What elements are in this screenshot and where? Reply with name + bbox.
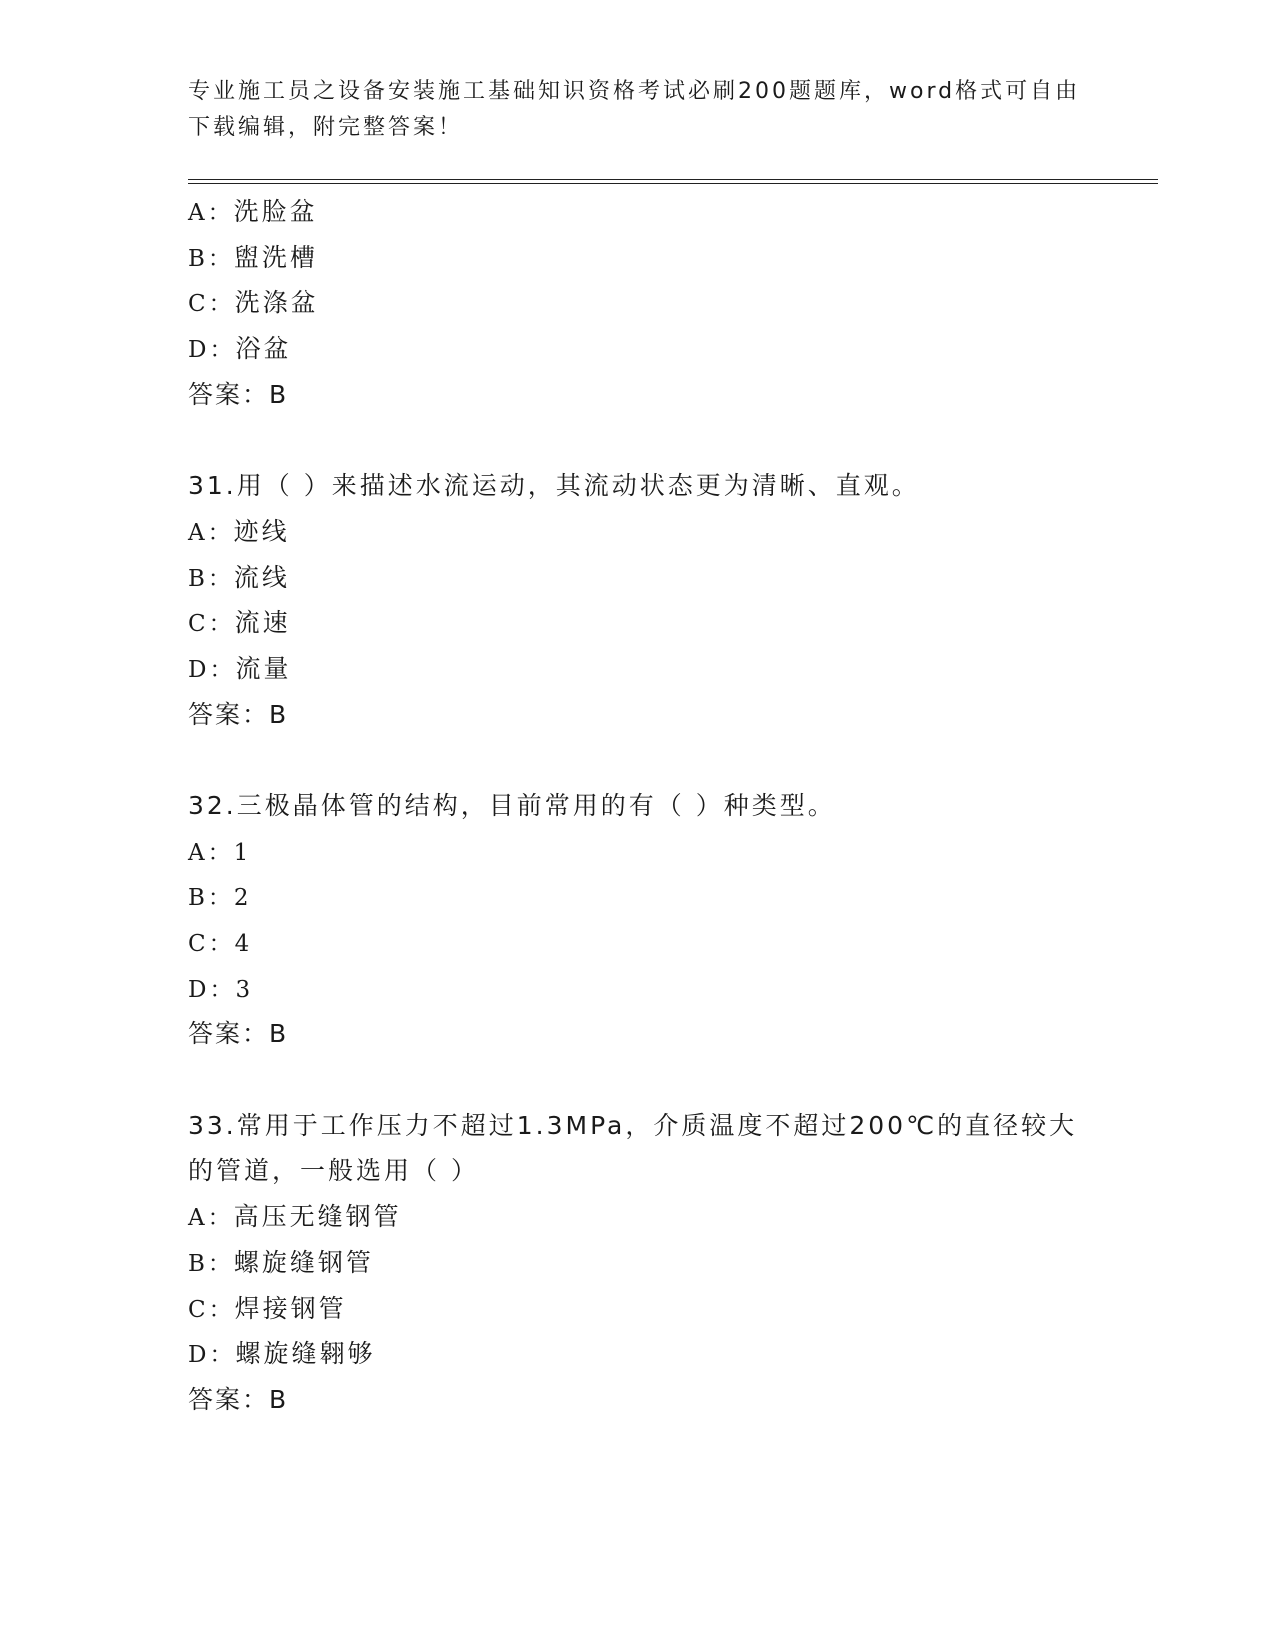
header-divider-bottom: [188, 183, 1158, 184]
option-letter: A：: [188, 839, 234, 866]
option-letter: B：: [188, 1250, 234, 1277]
header-line-1: 专业施工员之设备安装施工基础知识资格考试必刷200题题库，word格式可自由: [188, 79, 1081, 104]
question-33-text-line-1: 33.常用于工作压力不超过1.3MPa，介质温度不超过200℃的直径较大: [188, 1110, 1078, 1140]
option-a: [188, 1194, 1108, 1240]
header-line-2: 下载编辑，附完整答案！: [188, 115, 464, 140]
option-c: [188, 280, 1108, 326]
option-c: [188, 600, 1108, 646]
option-d: [188, 966, 1108, 1012]
option-d: [188, 1331, 1108, 1377]
option-text: 浴盆: [235, 334, 292, 364]
option-letter: D：: [188, 976, 236, 1003]
option-text: 盥洗槽: [233, 242, 318, 272]
option-text: 流量: [235, 653, 292, 683]
option-b: [188, 874, 1108, 920]
option-text: 高压无缝钢管: [233, 1202, 402, 1232]
option-text: 流速: [234, 608, 291, 638]
spacer: [188, 1057, 1108, 1103]
question-list: [188, 189, 1108, 1423]
option-a: [188, 189, 1108, 235]
answer-line: 答案：B: [188, 379, 289, 409]
option-a: [188, 829, 1108, 875]
option-b: [188, 555, 1108, 601]
option-d: [188, 326, 1108, 372]
option-text: 洗涤盆: [234, 288, 319, 318]
question-31-text: 31.用（ ）来描述水流运动，其流动状态更为清晰、直观。: [188, 471, 920, 501]
prev-question-block: [188, 189, 1108, 417]
option-text: 迹线: [233, 516, 290, 546]
option-c: [188, 1286, 1108, 1332]
option-letter: C：: [188, 931, 235, 957]
option-a: [188, 509, 1108, 555]
question-32-block: [188, 783, 1108, 1057]
option-letter: A：: [188, 1205, 234, 1232]
option-text: 1: [233, 839, 252, 866]
option-text: 流线: [233, 562, 290, 592]
option-text: 焊接钢管: [234, 1293, 347, 1323]
answer-line: 答案：B: [188, 1019, 289, 1049]
answer-line: 答案：B: [188, 699, 289, 729]
answer-line: 答案：B: [188, 1384, 289, 1414]
document-header: [188, 74, 1088, 146]
option-letter: D：: [188, 656, 236, 683]
option-letter: B：: [188, 565, 234, 592]
option-b: [188, 1240, 1108, 1286]
spacer: [188, 737, 1108, 783]
option-letter: D：: [188, 337, 236, 364]
option-text: 3: [235, 976, 254, 1003]
question-33-block: [188, 1103, 1108, 1423]
option-letter: A：: [188, 519, 234, 546]
option-text: 螺旋缝钢管: [233, 1247, 374, 1277]
question-33-text-line-2: 的管道，一般选用（ ）: [188, 1156, 479, 1186]
option-c: [188, 920, 1108, 966]
option-text: 2: [233, 885, 252, 912]
spacer: [188, 417, 1108, 463]
option-letter: D：: [188, 1342, 236, 1369]
question-31-block: [188, 463, 1108, 737]
option-d: [188, 646, 1108, 692]
question-32-text: 32.三极晶体管的结构，目前常用的有（ ）种类型。: [188, 790, 836, 820]
option-letter: A：: [188, 200, 234, 226]
option-letter: C：: [188, 1296, 235, 1323]
header-divider-top: [188, 179, 1158, 180]
option-b: [188, 235, 1108, 281]
option-text: 4: [234, 931, 253, 957]
option-letter: B：: [188, 885, 234, 912]
option-text: 螺旋缝翱够: [235, 1339, 376, 1369]
option-letter: C：: [188, 291, 235, 318]
option-letter: B：: [188, 245, 234, 272]
option-text: 洗脸盆: [233, 197, 318, 226]
option-letter: C：: [188, 611, 235, 638]
